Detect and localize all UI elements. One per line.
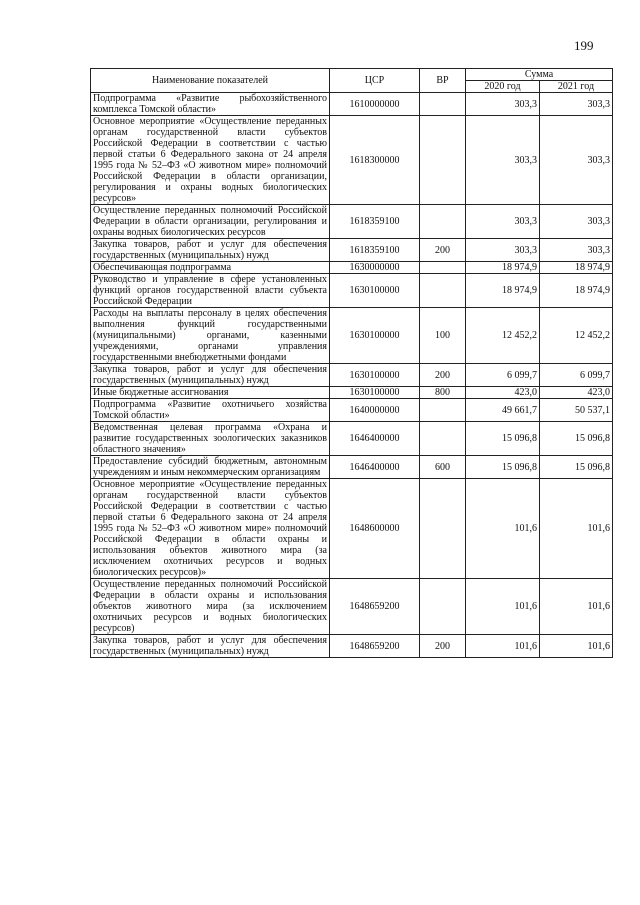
table-row: [91, 93, 613, 116]
table-row: [91, 262, 613, 274]
header-vr: ВР: [420, 69, 466, 93]
row-2020-cell: 101,6: [466, 579, 540, 635]
row-2020-cell: 49 661,7: [466, 399, 540, 422]
header-year-2020: 2020 год: [466, 81, 540, 93]
row-2021-cell: 423,0: [540, 387, 613, 399]
row-name-cell: Подпрограмма «Развитие охотничьего хозяйства Томской области»: [91, 399, 330, 422]
row-vr-cell: [420, 422, 466, 456]
row-name-cell: Расходы на выплаты персоналу в целях обеспечения выполнения функций государственными (муниципальными) органами, казенными учреждениями, органами управления государственными внебюджетными фондами: [91, 308, 330, 364]
row-2021-cell: 101,6: [540, 479, 613, 579]
row-2020-cell: 15 096,8: [466, 456, 540, 479]
row-csr-cell: 1648600000: [330, 479, 420, 579]
table-row: [91, 116, 613, 205]
header-sum: Сумма: [466, 69, 613, 81]
row-2021-cell: 303,3: [540, 205, 613, 239]
row-2021-cell: 303,3: [540, 116, 613, 205]
table-row: [91, 387, 613, 399]
row-vr-cell: [420, 479, 466, 579]
row-csr-cell: 1646400000: [330, 422, 420, 456]
row-vr-cell: [420, 399, 466, 422]
row-vr-cell: [420, 579, 466, 635]
table-row: [91, 399, 613, 422]
row-2021-cell: 101,6: [540, 635, 613, 658]
row-csr-cell: 1646400000: [330, 456, 420, 479]
row-csr-cell: 1618359100: [330, 239, 420, 262]
row-vr-cell: [420, 205, 466, 239]
row-2020-cell: 423,0: [466, 387, 540, 399]
row-name-cell: Осуществление переданных полномочий Российской Федерации в области организации, регулирования и охраны водных биологических ресурсов: [91, 205, 330, 239]
row-name-cell: Основное мероприятие «Осуществление переданных органам государственной власти субъектов Российской Федерации в соответствии с частью первой статьи 6 Федерального закона от 24 апреля 1995 года № 52–ФЗ «О животном мире» полномочий Российской Федерации в области организации, регулирования и охраны водных биологических ресурсов»: [91, 116, 330, 205]
row-2021-cell: 101,6: [540, 579, 613, 635]
row-csr-cell: 1618300000: [330, 116, 420, 205]
row-vr-cell: [420, 262, 466, 274]
row-name-cell: Руководство и управление в сфере установленных функций органов государственной власти субъекта Российской Федерации: [91, 274, 330, 308]
row-vr-cell: 100: [420, 308, 466, 364]
row-name-cell: Обеспечивающая подпрограмма: [91, 262, 330, 274]
row-csr-cell: 1630100000: [330, 364, 420, 387]
table-row: [91, 239, 613, 262]
header-row: [91, 69, 613, 81]
row-vr-cell: 200: [420, 364, 466, 387]
row-vr-cell: 800: [420, 387, 466, 399]
page-number: 199: [574, 38, 594, 53]
row-2021-cell: 18 974,9: [540, 274, 613, 308]
row-csr-cell: 1648659200: [330, 579, 420, 635]
row-2020-cell: 12 452,2: [466, 308, 540, 364]
row-vr-cell: 600: [420, 456, 466, 479]
table-row: [91, 579, 613, 635]
row-2021-cell: 15 096,8: [540, 456, 613, 479]
row-vr-cell: 200: [420, 635, 466, 658]
row-vr-cell: [420, 93, 466, 116]
row-csr-cell: 1630000000: [330, 262, 420, 274]
row-2020-cell: 303,3: [466, 239, 540, 262]
row-2021-cell: 12 452,2: [540, 308, 613, 364]
row-2020-cell: 18 974,9: [466, 274, 540, 308]
row-name-cell: Ведомственная целевая программа «Охрана и развитие государственных зоологических заказников областного значения»: [91, 422, 330, 456]
row-2020-cell: 15 096,8: [466, 422, 540, 456]
table-row: [91, 308, 613, 364]
row-2020-cell: 303,3: [466, 93, 540, 116]
row-2020-cell: 303,3: [466, 116, 540, 205]
row-csr-cell: 1618359100: [330, 205, 420, 239]
budget-table: [90, 68, 613, 658]
row-name-cell: Закупка товаров, работ и услуг для обеспечения государственных (муниципальных) нужд: [91, 239, 330, 262]
row-2020-cell: 18 974,9: [466, 262, 540, 274]
row-2021-cell: 15 096,8: [540, 422, 613, 456]
row-name-cell: Закупка товаров, работ и услуг для обеспечения государственных (муниципальных) нужд: [91, 635, 330, 658]
row-name-cell: Осуществление переданных полномочий Российской Федерации в области охраны и использования объектов животного мира (за исключением охотничьих ресурсов и водных биологических ресурсов): [91, 579, 330, 635]
row-2021-cell: 18 974,9: [540, 262, 613, 274]
row-2020-cell: 303,3: [466, 205, 540, 239]
row-2020-cell: 101,6: [466, 635, 540, 658]
row-csr-cell: 1630100000: [330, 308, 420, 364]
header-name: Наименование показателей: [91, 69, 330, 93]
table-row: [91, 205, 613, 239]
table-row: [91, 479, 613, 579]
row-2021-cell: 303,3: [540, 93, 613, 116]
row-vr-cell: [420, 116, 466, 205]
table-row: [91, 274, 613, 308]
row-csr-cell: 1640000000: [330, 399, 420, 422]
header-csr: ЦСР: [330, 69, 420, 93]
row-csr-cell: 1630100000: [330, 387, 420, 399]
table-row: [91, 364, 613, 387]
table-row: [91, 635, 613, 658]
row-2021-cell: 50 537,1: [540, 399, 613, 422]
table-row: [91, 422, 613, 456]
row-csr-cell: 1630100000: [330, 274, 420, 308]
row-2021-cell: 6 099,7: [540, 364, 613, 387]
table-row: [91, 456, 613, 479]
row-name-cell: Предоставление субсидий бюджетным, автономным учреждениям и иным некоммерческим организациям: [91, 456, 330, 479]
row-2021-cell: 303,3: [540, 239, 613, 262]
row-name-cell: Основное мероприятие «Осуществление переданных органам государственной власти субъектов Российской Федерации в соответствии с частью первой статьи 6 Федерального закона от 24 апреля 1995 года № 52–ФЗ «О животном мире» полномочий Российской Федерации в области охраны и использования объектов животного мира (за исключением охотничьих ресурсов и водных биологических ресурсов)»: [91, 479, 330, 579]
row-name-cell: Иные бюджетные ассигнования: [91, 387, 330, 399]
row-csr-cell: 1648659200: [330, 635, 420, 658]
row-2020-cell: 101,6: [466, 479, 540, 579]
row-name-cell: Подпрограмма «Развитие рыбохозяйственного комплекса Томской области»: [91, 93, 330, 116]
row-name-cell: Закупка товаров, работ и услуг для обеспечения государственных (муниципальных) нужд: [91, 364, 330, 387]
table-body: [91, 93, 613, 658]
row-vr-cell: [420, 274, 466, 308]
row-vr-cell: 200: [420, 239, 466, 262]
row-csr-cell: 1610000000: [330, 93, 420, 116]
row-2020-cell: 6 099,7: [466, 364, 540, 387]
header-year-2021: 2021 год: [540, 81, 613, 93]
